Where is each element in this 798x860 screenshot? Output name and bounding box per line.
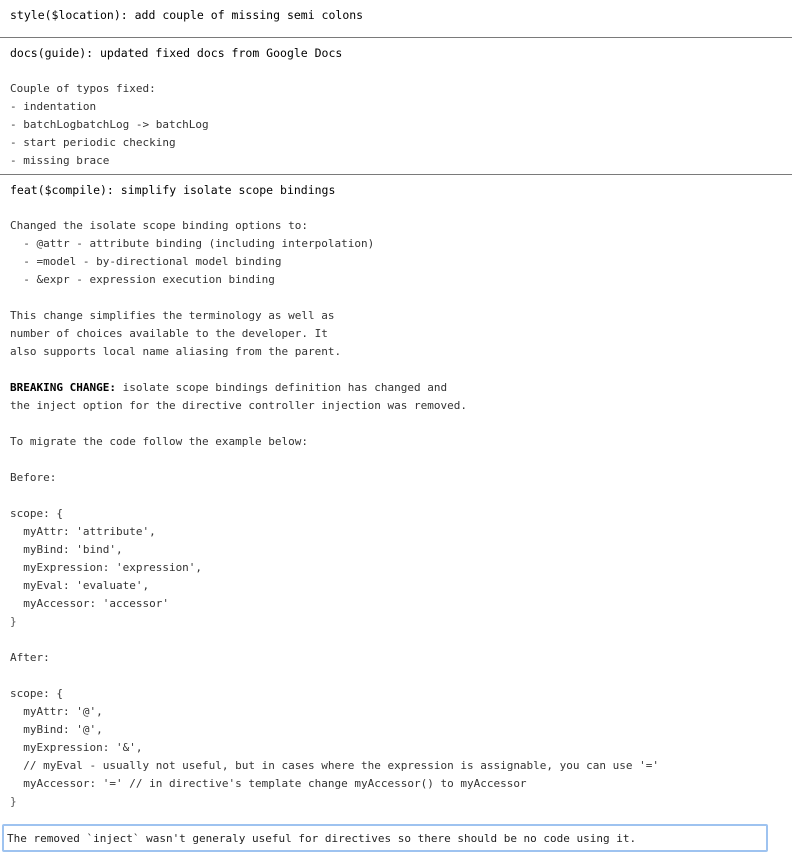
code-line: myBind: '@', — [10, 723, 103, 736]
body-line: Changed the isolate scope binding options to: — [10, 219, 309, 232]
code-line: } — [10, 795, 17, 808]
commit-subject: style($location): add couple of missing semi colons — [10, 8, 364, 22]
before-label: Before: — [10, 471, 57, 484]
body-line: also supports local name aliasing from the parent. — [10, 345, 342, 358]
binding-option: - @attr - attribute binding (including interpolation) — [10, 237, 375, 250]
binding-option: - &expr - expression execution binding — [10, 273, 275, 286]
code-line: } — [10, 615, 17, 628]
code-line: myEval: 'evaluate', — [10, 579, 150, 592]
code-line: myExpression: 'expression', — [10, 561, 203, 574]
code-line: myAttr: 'attribute', — [10, 525, 156, 538]
code-line: // myEval - usually not useful, but in cases where the expression is assignable, you can use '=' — [10, 759, 660, 772]
commit-entry — [0, 0, 792, 33]
body-line: Couple of typos fixed: — [10, 82, 156, 95]
commit-subject: feat($compile): simplify isolate scope bindings — [10, 183, 336, 197]
body-line: isolate scope bindings definition has changed and — [115, 381, 448, 394]
code-line: myExpression: '&', — [10, 741, 143, 754]
commit-body — [10, 80, 792, 170]
commit-body — [10, 217, 792, 811]
body-line: - batchLogbatchLog -> batchLog — [10, 118, 209, 131]
code-line: myBind: 'bind', — [10, 543, 123, 556]
binding-option: - =model - by-directional model binding — [10, 255, 282, 268]
body-line: - start periodic checking — [10, 136, 176, 149]
commit-entry — [0, 174, 792, 811]
body-line: the inject option for the directive controller injection was removed. — [10, 399, 467, 412]
commit-subject: docs(guide): updated fixed docs from Google Docs — [10, 46, 343, 60]
code-line: myAccessor: '=' // in directive's template change myAccessor() to myAccessor — [10, 777, 527, 790]
body-line: - missing brace — [10, 154, 110, 167]
selected-text-line[interactable]: The removed `inject` wasn't generaly useful for directives so there should be no code using it. — [2, 824, 768, 852]
code-line: myAttr: '@', — [10, 705, 103, 718]
body-line: number of choices available to the developer. It — [10, 327, 328, 340]
body-line: To migrate the code follow the example below: — [10, 435, 309, 448]
code-line: scope: { — [10, 687, 63, 700]
after-label: After: — [10, 651, 50, 664]
breaking-change-label: BREAKING CHANGE: — [10, 381, 116, 394]
body-line: This change simplifies the terminology as well as — [10, 309, 335, 322]
code-line: myAccessor: 'accessor' — [10, 597, 169, 610]
body-line: - indentation — [10, 100, 97, 113]
code-line: scope: { — [10, 507, 63, 520]
commit-entry — [0, 37, 792, 170]
